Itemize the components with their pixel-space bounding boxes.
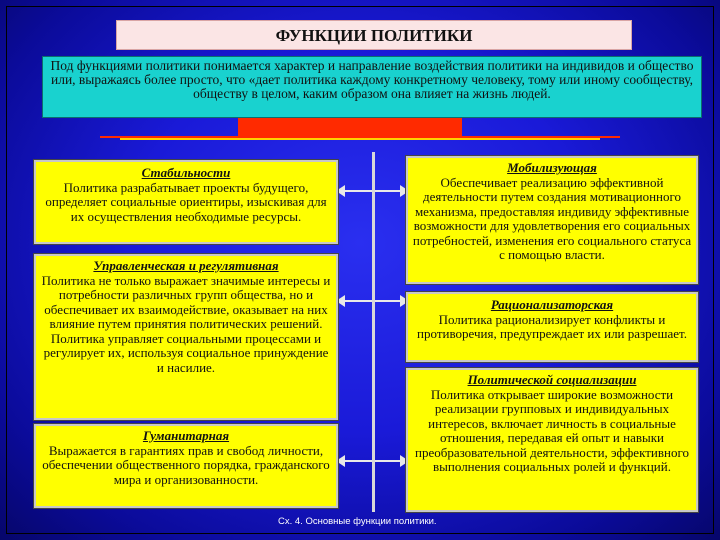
function-box-stability (34, 160, 338, 244)
function-title: Управленческая и регулятивная (93, 258, 279, 273)
function-text: Политика открывает широкие возможности реализации групповых и индивидуальных интересов, включает личность в социальные отношения, передавая ей опыт и навыки преобразовательной деятельности, эффективного выполнения социальных ролей и функций. (415, 386, 689, 474)
connector-line-yellow (120, 138, 600, 140)
function-title: Стабильности (141, 165, 231, 180)
slide-title: ФУНКЦИИ ПОЛИТИКИ (116, 20, 632, 50)
arrow-to-management (338, 300, 372, 302)
function-title: Рационализаторская (490, 297, 614, 312)
arrow-to-humanitarian (338, 460, 372, 462)
connector-bar (238, 118, 462, 138)
function-title: Мобилизующая (507, 160, 597, 175)
function-text: Политика рационализирует конфликты и противоречия, предупреждает их или разрешает. (417, 311, 687, 341)
figure-caption: Сх. 4. Основные функции политики. (278, 516, 437, 527)
function-box-rationalizing (406, 292, 698, 362)
function-text: Выражается в гарантиях прав и свобод личности, обеспечении общественного порядка, гражданского мира и организованности. (42, 442, 330, 487)
function-box-mobilizing (406, 156, 698, 284)
function-title: Политической социализации (467, 372, 637, 387)
function-box-management (34, 254, 338, 420)
arrow-to-socialization (375, 460, 407, 462)
central-axis (372, 152, 375, 512)
function-text: Политика не только выражает значимые интересы и потребности различных групп общества, но и обеспечивает их взаимодействие, оказывает на них влияние путем принятия политических решений. Политика управляет социальными процессами и регулирует их, используя социальное принуждение и насилие. (41, 272, 331, 375)
function-title: Гуманитарная (142, 428, 230, 443)
function-box-humanitarian (34, 424, 338, 508)
arrow-to-rationalizing (375, 300, 407, 302)
function-text: Обеспечивает реализацию эффективной деятельности путем создания мотивационного механизма, предоставляя индивиду эффективные возможности для удовлетворения его социальных потребностей, изменения его социального статуса с помощью власти. (412, 174, 692, 262)
function-box-socialization (406, 368, 698, 512)
intro-definition: Под функциями политики понимается характер и направление воздействия политики на индивидов и общество или, выражаясь более просто, что «дает политика каждому конкретному человеку, тому или иному сообществу, обществу в целом, каким образом она влияет на жизнь людей. (42, 56, 702, 118)
arrow-to-stability (338, 190, 372, 192)
function-text: Политика разрабатывает проекты будущего, определяет социальные ориентиры, изыскивая для их осуществления необходимые ресурсы. (45, 179, 327, 224)
arrow-to-mobilizing (375, 190, 407, 192)
